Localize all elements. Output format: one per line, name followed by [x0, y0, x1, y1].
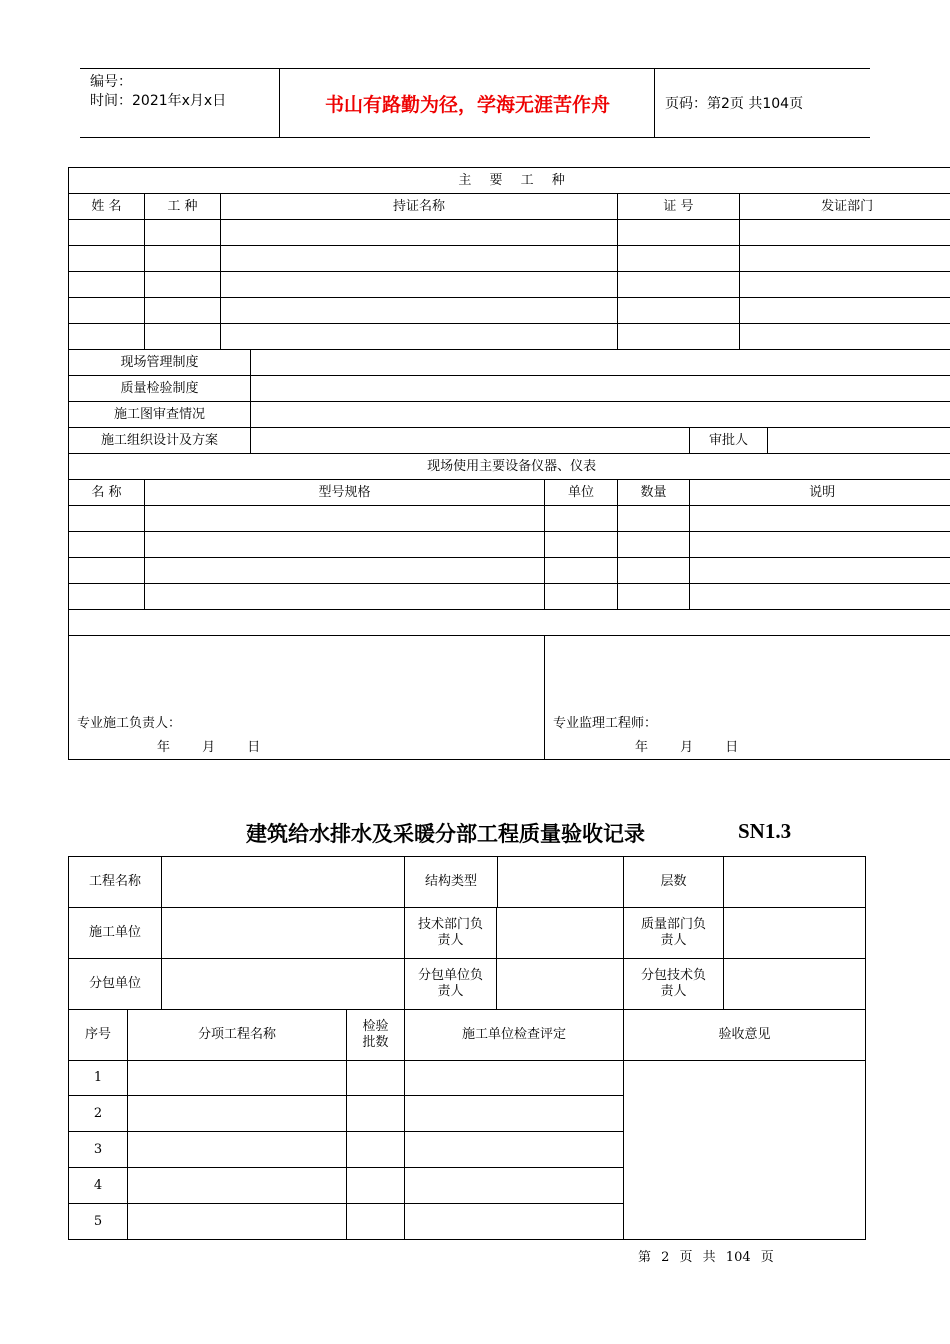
time-label: 时间：2021年x月x日	[90, 93, 227, 109]
table-row	[69, 558, 950, 584]
cell[interactable]	[69, 272, 145, 298]
cell[interactable]	[69, 324, 145, 350]
col-name: 姓 名	[69, 194, 145, 220]
subcontract-unit-value[interactable]	[162, 959, 405, 1010]
cell[interactable]	[618, 558, 690, 584]
cell[interactable]	[69, 558, 145, 584]
table-row	[69, 324, 950, 350]
cell[interactable]	[618, 324, 740, 350]
cell[interactable]	[690, 532, 950, 558]
construction-lead-label: 专业施工负责人：	[77, 716, 182, 731]
supervisor-date: 年 月 日	[635, 740, 739, 755]
cell[interactable]	[145, 246, 221, 272]
batch-count-cell[interactable]	[347, 1096, 405, 1132]
cell[interactable]	[69, 246, 145, 272]
table-row	[69, 298, 950, 324]
structure-type-label	[405, 857, 624, 908]
col-subproject-name: 分项工程名称	[128, 1010, 347, 1061]
table-row	[69, 220, 950, 246]
batch-count-cell[interactable]	[347, 1132, 405, 1168]
cell[interactable]	[618, 246, 740, 272]
cell[interactable]	[545, 506, 618, 532]
section2-title: 建筑给水排水及采暖分部工程质量验收记录	[246, 821, 645, 846]
cell[interactable]	[740, 246, 950, 272]
contractor-check-cell[interactable]	[405, 1096, 624, 1132]
section-title-text: 主 要 工 种	[458, 172, 565, 188]
project-name-label: 工程名称	[69, 857, 162, 908]
acceptance-opinion-cell[interactable]	[624, 1061, 866, 1240]
cell[interactable]	[690, 558, 950, 584]
col-batch-count: 检验批数	[347, 1010, 405, 1061]
cell[interactable]	[690, 584, 950, 610]
site-management-label: 现场管理制度	[69, 350, 251, 376]
cell[interactable]	[221, 324, 618, 350]
equip-col-note: 说明	[690, 480, 950, 506]
equip-col-unit: 单位	[545, 480, 618, 506]
subcontract-head-value[interactable]	[497, 959, 623, 1009]
quality-dept-head-value[interactable]	[724, 908, 866, 959]
design-plan-label: 施工组织设计及方案	[69, 428, 251, 454]
site-management-value[interactable]	[251, 350, 950, 376]
quality-inspection-value[interactable]	[251, 376, 950, 402]
table-row	[69, 584, 950, 610]
cell[interactable]	[740, 298, 950, 324]
equip-col-model: 型号规格	[145, 480, 545, 506]
cell[interactable]	[545, 532, 618, 558]
cell[interactable]	[545, 584, 618, 610]
subproject-name-cell[interactable]	[128, 1096, 347, 1132]
blank-row[interactable]	[69, 610, 950, 636]
cell[interactable]	[145, 220, 221, 246]
number-label: 编号：	[90, 74, 132, 90]
cell[interactable]	[545, 558, 618, 584]
row-number: 4	[69, 1168, 128, 1204]
tech-dept-head-label: 技术部门负责人	[405, 908, 497, 958]
quality-dept-head-label: 质量部门负责人	[624, 908, 724, 959]
section-title-workers	[69, 168, 950, 194]
equip-col-name: 名 称	[69, 480, 145, 506]
col-trade: 工 种	[145, 194, 221, 220]
cell[interactable]	[69, 298, 145, 324]
structure-type-value[interactable]	[498, 857, 623, 907]
batch-count-cell[interactable]	[347, 1204, 405, 1240]
construction-signature-cell[interactable]	[69, 636, 545, 760]
acceptance-record-grid	[68, 856, 865, 1240]
drawing-review-value[interactable]	[251, 402, 950, 428]
subcontract-unit-label: 分包单位	[69, 959, 162, 1010]
subproject-name-cell[interactable]	[128, 1168, 347, 1204]
subproject-name-cell[interactable]	[128, 1132, 347, 1168]
table-row	[69, 246, 950, 272]
cell[interactable]	[145, 272, 221, 298]
approver-label: 审批人	[690, 428, 768, 454]
col-cert-no: 证 号	[618, 194, 740, 220]
row-number: 2	[69, 1096, 128, 1132]
contractor-check-cell[interactable]	[405, 1132, 624, 1168]
cell[interactable]	[690, 506, 950, 532]
subcontract-head-cell	[405, 959, 624, 1010]
col-issuer: 发证部门	[740, 194, 950, 220]
project-name-value[interactable]	[162, 857, 405, 908]
col-acceptance-opinion: 验收意见	[624, 1010, 866, 1061]
cell[interactable]	[618, 272, 740, 298]
cell[interactable]	[740, 220, 950, 246]
cell[interactable]	[145, 298, 221, 324]
cell[interactable]	[69, 506, 145, 532]
cell[interactable]	[221, 298, 618, 324]
header-motto: 书山有路勤为径，学海无涯苦作舟	[281, 69, 655, 137]
contractor-check-cell[interactable]	[405, 1168, 624, 1204]
subcontract-tech-head-label: 分包技术负责人	[624, 959, 724, 1010]
cell[interactable]	[69, 584, 145, 610]
structure-type-text: 结构类型	[405, 857, 498, 907]
col-cert-name: 持证名称	[221, 194, 618, 220]
supervisor-label: 专业监理工程师：	[553, 716, 658, 731]
header-page-label: 页码：第2页 共104页	[665, 96, 804, 112]
batch-count-cell[interactable]	[347, 1061, 405, 1096]
floors-label: 层数	[624, 857, 724, 908]
tech-dept-head-value[interactable]	[497, 908, 623, 958]
quality-inspection-label: 质量检验制度	[69, 376, 251, 402]
cell[interactable]	[145, 324, 221, 350]
row-number: 5	[69, 1204, 128, 1240]
floors-value[interactable]	[724, 857, 866, 908]
construction-unit-label: 施工单位	[69, 908, 162, 959]
table-row	[69, 272, 950, 298]
cell[interactable]	[221, 272, 618, 298]
construction-unit-value[interactable]	[162, 908, 405, 959]
footer-page-number: 第 2 页 共 104 页	[638, 1250, 774, 1265]
page-header	[80, 68, 870, 138]
approver-value[interactable]	[768, 428, 950, 454]
equip-col-qty: 数量	[618, 480, 690, 506]
col-contractor-check: 施工单位检查评定	[405, 1010, 624, 1061]
personnel-equipment-table	[68, 167, 950, 760]
cell[interactable]	[145, 558, 545, 584]
supervisor-signature-cell[interactable]	[545, 636, 950, 760]
subproject-name-cell[interactable]	[128, 1061, 347, 1096]
tech-dept-cell	[405, 908, 624, 959]
section2-code: SN1.3	[738, 819, 792, 843]
subcontract-tech-head-value[interactable]	[724, 959, 866, 1010]
cell[interactable]	[221, 220, 618, 246]
subcontract-head-label: 分包单位负责人	[405, 959, 497, 1009]
section2-heading	[0, 818, 950, 848]
subproject-name-cell[interactable]	[128, 1204, 347, 1240]
construction-date: 年 月 日	[157, 740, 261, 755]
cell[interactable]	[221, 246, 618, 272]
batch-count-cell[interactable]	[347, 1168, 405, 1204]
equipment-title: 现场使用主要设备仪器、仪表	[69, 454, 950, 480]
cell[interactable]	[145, 532, 545, 558]
table-row	[69, 1061, 866, 1096]
cell[interactable]	[618, 532, 690, 558]
cell[interactable]	[618, 584, 690, 610]
cell[interactable]	[618, 220, 740, 246]
cell[interactable]	[618, 506, 690, 532]
contractor-check-cell[interactable]	[405, 1204, 624, 1240]
table-row	[69, 532, 950, 558]
row-number: 3	[69, 1132, 128, 1168]
row-number: 1	[69, 1061, 128, 1096]
cell[interactable]	[69, 532, 145, 558]
drawing-review-label: 施工图审查情况	[69, 402, 251, 428]
cell[interactable]	[740, 272, 950, 298]
cell[interactable]	[69, 220, 145, 246]
acceptance-record-body	[68, 856, 866, 1240]
cell[interactable]	[145, 506, 545, 532]
contractor-check-cell[interactable]	[405, 1061, 624, 1096]
header-meta	[80, 69, 280, 137]
design-plan-value[interactable]	[251, 428, 690, 454]
table-row	[69, 506, 950, 532]
cell[interactable]	[740, 324, 950, 350]
cell[interactable]	[145, 584, 545, 610]
cell[interactable]	[618, 298, 740, 324]
col-serial: 序号	[69, 1010, 128, 1061]
